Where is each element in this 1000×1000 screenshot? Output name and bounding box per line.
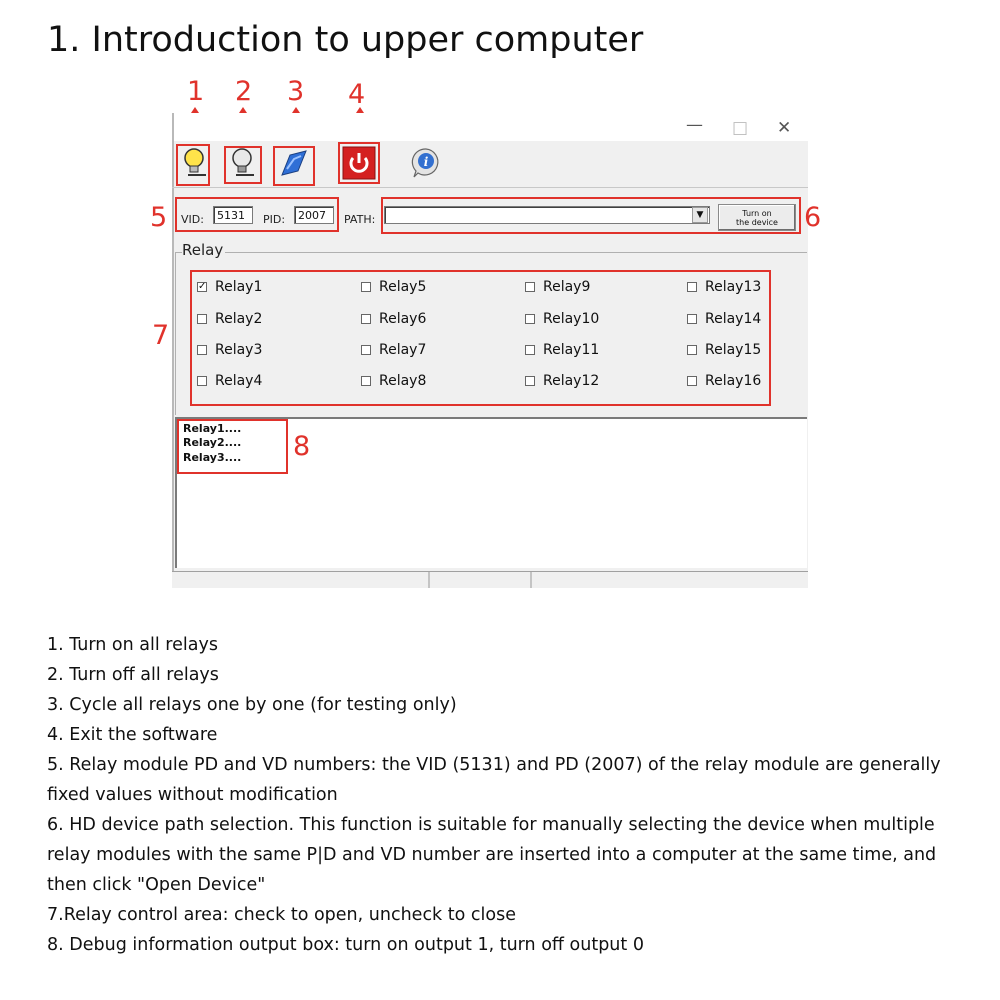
pid-label: PID: (263, 213, 286, 226)
checkbox-box[interactable] (525, 345, 535, 355)
description-line: 4. Exit the software (47, 725, 218, 745)
description-line: relay modules with the same P|D and VD number are inserted into a computer at the same time, and (47, 845, 937, 865)
path-label: PATH: (344, 213, 376, 226)
vid-label: VID: (181, 213, 204, 226)
svg-text:i: i (423, 155, 429, 169)
page-title: 1. Introduction to upper computer (47, 20, 644, 60)
checkbox-box[interactable] (687, 314, 697, 324)
checkbox-box[interactable] (361, 314, 371, 324)
checkbox-box[interactable] (525, 314, 535, 324)
highlight-box-3 (273, 146, 315, 186)
relay-checkbox-1[interactable] (197, 279, 262, 295)
relay-group-label: Relay (182, 241, 224, 259)
checkbox-box[interactable]: ✓ (198, 281, 207, 292)
relay-label: Relay1 (215, 279, 263, 295)
checkbox-box[interactable] (687, 282, 697, 292)
marker-2: 2 (235, 76, 253, 107)
relay-label: Relay6 (379, 311, 427, 327)
relay-checkbox-16[interactable] (687, 373, 761, 389)
relay-label: Relay12 (543, 373, 600, 389)
relay-checkbox-4[interactable] (197, 373, 262, 389)
description-line: 6. HD device path selection. This function is suitable for manually selecting the device when multiple (47, 815, 935, 835)
relay-label: Relay13 (705, 279, 762, 295)
status-divider (530, 572, 532, 588)
status-divider (428, 572, 430, 588)
relay-checkbox-14[interactable] (687, 311, 761, 327)
debug-line: Relay2.... (183, 436, 242, 449)
relay-label: Relay14 (705, 311, 762, 327)
open-device-label-line2: the device (736, 218, 778, 227)
maximize-button[interactable]: □ (732, 118, 749, 138)
checkbox-box[interactable] (361, 376, 371, 386)
relay-label: Relay7 (379, 342, 427, 358)
minimize-button[interactable]: — (686, 115, 703, 135)
relay-checkbox-9[interactable] (525, 279, 590, 295)
checkbox-box[interactable] (687, 376, 697, 386)
relay-checkbox-2[interactable] (197, 311, 262, 327)
highlight-box-8 (177, 419, 288, 474)
title-bar (172, 113, 808, 141)
relay-checkbox-12[interactable] (525, 373, 599, 389)
relay-label: Relay9 (543, 279, 591, 295)
relay-label: Relay3 (215, 342, 263, 358)
relay-checkbox-15[interactable] (687, 342, 761, 358)
checkbox-box[interactable] (525, 282, 535, 292)
open-device-label-line1: Turn on (742, 209, 772, 218)
relay-label: Relay2 (215, 311, 263, 327)
relay-label: Relay15 (705, 342, 762, 358)
description-line: 8. Debug information output box: turn on output 1, turn off output 0 (47, 935, 644, 955)
description-line: 3. Cycle all relays one by one (for testing only) (47, 695, 457, 715)
marker-3: 3 (287, 76, 305, 107)
close-button[interactable]: ✕ (777, 118, 792, 138)
checkbox-box[interactable] (197, 314, 207, 324)
description-line: 1. Turn on all relays (47, 635, 218, 655)
checkbox-box[interactable] (687, 345, 697, 355)
debug-line: Relay3.... (183, 451, 242, 464)
toolbar-divider (172, 187, 808, 188)
relay-label: Relay16 (705, 373, 762, 389)
group-frame-left (175, 252, 176, 415)
pid-input[interactable]: 2007 (294, 206, 334, 224)
vid-input[interactable]: 5131 (213, 206, 253, 224)
relay-label: Relay5 (379, 279, 427, 295)
relay-checkbox-13[interactable] (687, 279, 761, 295)
highlight-box-6 (381, 197, 801, 234)
marker-5: 5 (150, 202, 168, 233)
checkbox-box[interactable] (525, 376, 535, 386)
window-left-edge (172, 113, 174, 588)
highlight-box-7 (190, 270, 771, 406)
checkbox-box[interactable] (361, 345, 371, 355)
marker-6: 6 (804, 202, 822, 233)
checkbox-box[interactable] (361, 282, 371, 292)
relay-checkbox-7[interactable] (361, 342, 426, 358)
chevron-down-icon[interactable]: ▼ (692, 207, 708, 223)
debug-line: Relay1.... (183, 422, 242, 435)
relay-label: Relay10 (543, 311, 600, 327)
description-line: then click "Open Device" (47, 875, 266, 895)
description-line: fixed values without modification (47, 785, 338, 805)
description-line: 5. Relay module PD and VD numbers: the VID (5131) and PD (2007) of the relay module are generally (47, 755, 941, 775)
marker-1: 1 (187, 76, 205, 107)
info-button[interactable] (408, 145, 444, 181)
description-line: 7.Relay control area: check to open, uncheck to close (47, 905, 516, 925)
relay-label: Relay11 (543, 342, 600, 358)
highlight-box-1 (176, 144, 210, 186)
status-bar (172, 571, 808, 588)
highlight-box-4 (338, 142, 380, 184)
relay-checkbox-6[interactable] (361, 311, 426, 327)
relay-label: Relay8 (379, 373, 427, 389)
relay-checkbox-3[interactable] (197, 342, 262, 358)
checkbox-box[interactable] (197, 345, 207, 355)
marker-7: 7 (152, 320, 170, 351)
relay-checkbox-5[interactable] (361, 279, 426, 295)
marker-8: 8 (293, 431, 311, 462)
marker-4: 4 (348, 79, 366, 110)
relay-checkbox-11[interactable] (525, 342, 599, 358)
group-frame-top (175, 252, 807, 253)
description-line: 2. Turn off all relays (47, 665, 219, 685)
checkbox-box[interactable] (197, 376, 207, 386)
relay-checkbox-10[interactable] (525, 311, 599, 327)
info-icon (409, 146, 443, 180)
relay-label: Relay4 (215, 373, 263, 389)
relay-checkbox-8[interactable] (361, 373, 426, 389)
highlight-box-2 (224, 146, 262, 184)
